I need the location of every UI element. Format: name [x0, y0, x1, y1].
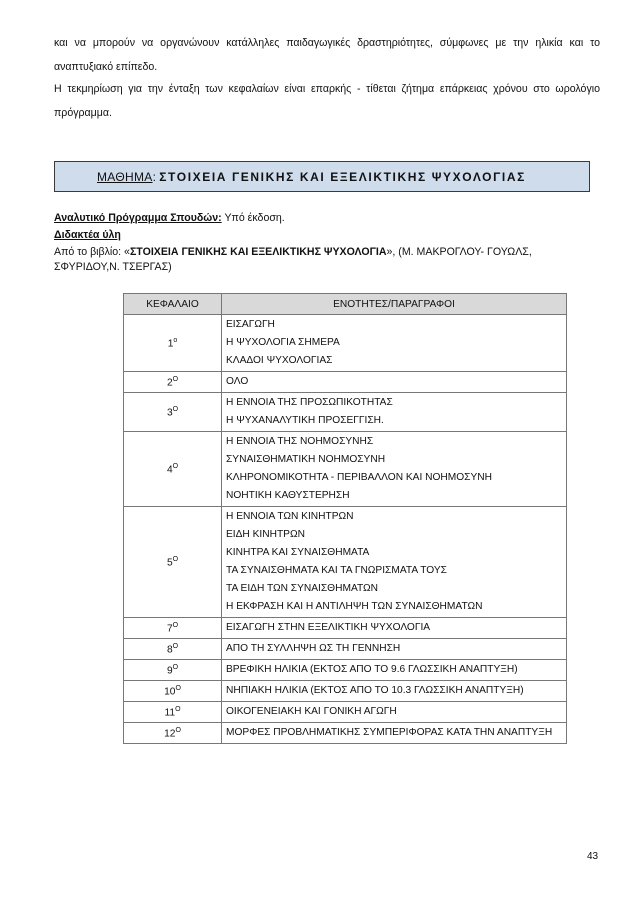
chapter-number: 3 — [166, 407, 173, 419]
sections-cell — [222, 507, 567, 618]
paragraph-line-4: πρόγραμμα. — [54, 107, 112, 119]
table-row — [124, 315, 567, 372]
chapter-cell — [124, 639, 222, 660]
chapter-cell — [124, 372, 222, 393]
course-colon: : — [152, 170, 156, 184]
sections-cell — [222, 639, 567, 660]
course-title: ΣΤΟΙΧΕΙΑ ΓΕΝΙΚΗΣ ΚΑΙ ΕΞΕΛΙΚΤΙΚΗΣ ΨΥΧΟΛΟΓΙΑΣ — [159, 170, 526, 184]
table-header-row — [124, 294, 567, 315]
section-item: ΤΑ ΣΥΝΑΙΣΘΗΜΑΤΑ ΚΑΙ ΤΑ ΓΝΩΡΙΣΜΑΤΑ ΤΟΥΣ — [226, 565, 447, 576]
table-row — [124, 723, 567, 744]
section-item: ΕΙΔΗ ΚΙΝΗΤΡΩΝ — [226, 529, 305, 540]
paragraph-line-2: αναπτυξιακό επίπεδο. — [54, 61, 158, 73]
table-row — [124, 639, 567, 660]
table-row — [124, 432, 567, 507]
chapter-ordinal-suffix: Ο — [175, 684, 181, 692]
course-label: ΜΑΘΗΜΑ — [97, 170, 153, 184]
chapter-ordinal-suffix: Ο — [172, 642, 179, 650]
table-row — [124, 618, 567, 639]
section-item: ΚΙΝΗΤΡΑ ΚΑΙ ΣΥΝΑΙΣΘΗΜΑΤΑ — [226, 547, 370, 558]
page-number: 43 — [587, 851, 599, 862]
chapter-cell — [124, 393, 222, 432]
chapter-ordinal-suffix: Ο — [172, 663, 179, 671]
section-item: Η ΕΝΝΟΙΑ ΤΗΣ ΝΟΗΜΟΣΥΝΗΣ — [226, 436, 374, 447]
table-row — [124, 507, 567, 618]
section-item: Η ΨΥΧΑΝΑΛΥΤΙΚΗ ΠΡΟΣΕΓΓΙΣΗ. — [226, 415, 384, 426]
section-item: ΝΟΗΤΙΚΗ ΚΑΘΥΣΤΕΡΗΣΗ — [226, 490, 350, 501]
book-prefix: Από το βιβλίο: « — [54, 246, 130, 258]
chapter-cell — [124, 660, 222, 681]
chapter-ordinal-suffix: ο — [173, 336, 178, 344]
curriculum-line — [54, 211, 285, 226]
section-item: Η ΕΝΝΟΙΑ ΤΗΣ ΠΡΟΣΩΠΙΚΟΤΗΤΑΣ — [226, 397, 393, 408]
section-item: ΑΠΟ ΤΗ ΣΥΛΛΗΨΗ ΩΣ ΤΗ ΓΕΝΝΗΣΗ — [226, 643, 401, 654]
book-title: ΣΤΟΙΧΕΙΑ ΓΕΝΙΚΗΣ ΚΑΙ ΕΞΕΛΙΚΤΙΚΗΣ ΨΥΧΟΛΟΓΙΑ — [129, 246, 387, 258]
course-banner — [54, 161, 590, 192]
section-item: ΜΟΡΦΕΣ ΠΡΟΒΛΗΜΑΤΙΚΗΣ ΣΥΜΠΕΡΙΦΟΡΑΣ ΚΑΤΑ ΤΗΝ ΑΝΑΠΤΥΞΗ — [226, 727, 553, 738]
chapter-number: 10 — [164, 686, 176, 698]
section-item: Η ΕΚΦΡΑΣΗ ΚΑΙ Η ΑΝΤΙΛΗΨΗ ΤΩΝ ΣΥΝΑΙΣΘΗΜΑΤΩΝ — [226, 601, 483, 612]
section-item: ΒΡΕΦΙΚΗ ΗΛΙΚΙΑ (ΕΚΤΟΣ ΑΠΟ ΤΟ 9.6 ΓΛΩΣΣΙΚΗ ΑΝΑΠΤΥΞΗ) — [226, 664, 518, 675]
chapter-ordinal-suffix: Ο — [172, 621, 179, 629]
chapter-number: 9 — [166, 665, 173, 677]
chapter-number: 12 — [164, 728, 176, 740]
header-sections: ΕΝΟΤΗΤΕΣ/ΠΑΡΑΓΡΑΦΟΙ — [222, 294, 567, 315]
paragraph-line-1: και να μπορούν να οργανώνουν κατάλληλες παιδαγωγικές δραστηριότητες, σύμφωνες με την ηλικία και το — [54, 37, 600, 49]
section-item: Η ΕΝΝΟΙΑ ΤΩΝ ΚΙΝΗΤΡΩΝ — [226, 511, 354, 522]
sections-cell — [222, 660, 567, 681]
section-item: ΣΥΝΑΙΣΘΗΜΑΤΙΚΗ ΝΟΗΜΟΣΥΝΗ — [226, 454, 386, 465]
curriculum-value: Υπό έκδοση. — [224, 212, 285, 224]
chapter-number: 7 — [166, 623, 173, 635]
section-item: ΤΑ ΕΙΔΗ ΤΩΝ ΣΥΝΑΙΣΘΗΜΑΤΩΝ — [226, 583, 378, 594]
chapter-number: 8 — [166, 644, 173, 656]
table-row — [124, 372, 567, 393]
chapter-ordinal-suffix: Ο — [172, 405, 179, 413]
section-item: ΕΙΣΑΓΩΓΗ ΣΤΗΝ ΕΞΕΛΙΚΤΙΚΗ ΨΥΧΟΛΟΓΙΑ — [226, 622, 431, 633]
chapter-cell — [124, 315, 222, 372]
sections-cell — [222, 618, 567, 639]
chapter-number: 5 — [166, 557, 173, 569]
chapter-ordinal-suffix: Ο — [172, 375, 179, 383]
table-row — [124, 702, 567, 723]
sections-cell — [222, 432, 567, 507]
syllabus-table — [123, 293, 567, 744]
chapter-cell — [124, 702, 222, 723]
chapter-ordinal-suffix: Ο — [175, 705, 181, 713]
material-label: Διδακτέα ύλη — [54, 229, 121, 241]
chapter-cell — [124, 432, 222, 507]
book-suffix: », (Μ. ΜΑΚΡΟΓΛΟΥ- ΓΟΥΩΛΣ, ΣΦΥΡΙΔΟΥ,Ν. ΤΣΕΡΓΑΣ) — [54, 246, 532, 273]
header-chapter: ΚΕΦΑΛΑΙΟ — [124, 294, 222, 315]
chapter-number: 1 — [167, 338, 174, 350]
section-item: ΟΛΟ — [226, 376, 249, 387]
sections-cell — [222, 723, 567, 744]
section-item: ΚΛΑΔΟΙ ΨΥΧΟΛΟΓΙΑΣ — [226, 355, 333, 366]
chapter-ordinal-suffix: Ο — [172, 555, 179, 563]
table-row — [124, 681, 567, 702]
paragraph-line-3: Η τεκμηρίωση για την ένταξη των κεφαλαίων είναι επαρκής - τίθεται ζήτημα επάρκειας χρόνου στο ωρολόγιο — [54, 83, 600, 95]
chapter-cell — [124, 618, 222, 639]
sections-cell — [222, 372, 567, 393]
syllabus-table-body — [124, 315, 567, 744]
chapter-cell — [124, 507, 222, 618]
sections-cell — [222, 681, 567, 702]
chapter-number: 2 — [166, 377, 173, 389]
section-item: ΚΛΗΡΟΝΟΜΙΚΟΤΗΤΑ - ΠΕΡΙΒΑΛΛΟΝ ΚΑΙ ΝΟΗΜΟΣΥΝΗ — [226, 472, 492, 483]
sections-cell — [222, 702, 567, 723]
chapter-cell — [124, 681, 222, 702]
chapter-ordinal-suffix: Ο — [172, 462, 179, 470]
curriculum-label: Αναλυτικό Πρόγραμμα Σπουδών: — [54, 212, 222, 224]
course-banner-text — [97, 170, 526, 184]
section-item: ΟΙΚΟΓΕΝΕΙΑΚΗ ΚΑΙ ΓΟΝΙΚΗ ΑΓΩΓΗ — [226, 706, 397, 717]
book-reference — [54, 245, 600, 275]
section-item: Η ΨΥΧΟΛΟΓΙΑ ΣΗΜΕΡΑ — [226, 337, 340, 348]
section-item: ΕΙΣΑΓΩΓΗ — [226, 319, 275, 330]
chapter-ordinal-suffix: Ο — [175, 726, 181, 734]
table-row — [124, 393, 567, 432]
chapter-number: 4 — [166, 464, 173, 476]
chapter-number: 11 — [164, 707, 176, 719]
section-item: ΝΗΠΙΑΚΗ ΗΛΙΚΙΑ (ΕΚΤΟΣ ΑΠΟ ΤΟ 10.3 ΓΛΩΣΣΙΚΗ ΑΝΑΠΤΥΞΗ) — [226, 685, 524, 696]
material-heading — [54, 228, 121, 243]
table-row — [124, 660, 567, 681]
chapter-cell — [124, 723, 222, 744]
sections-cell — [222, 393, 567, 432]
sections-cell — [222, 315, 567, 372]
